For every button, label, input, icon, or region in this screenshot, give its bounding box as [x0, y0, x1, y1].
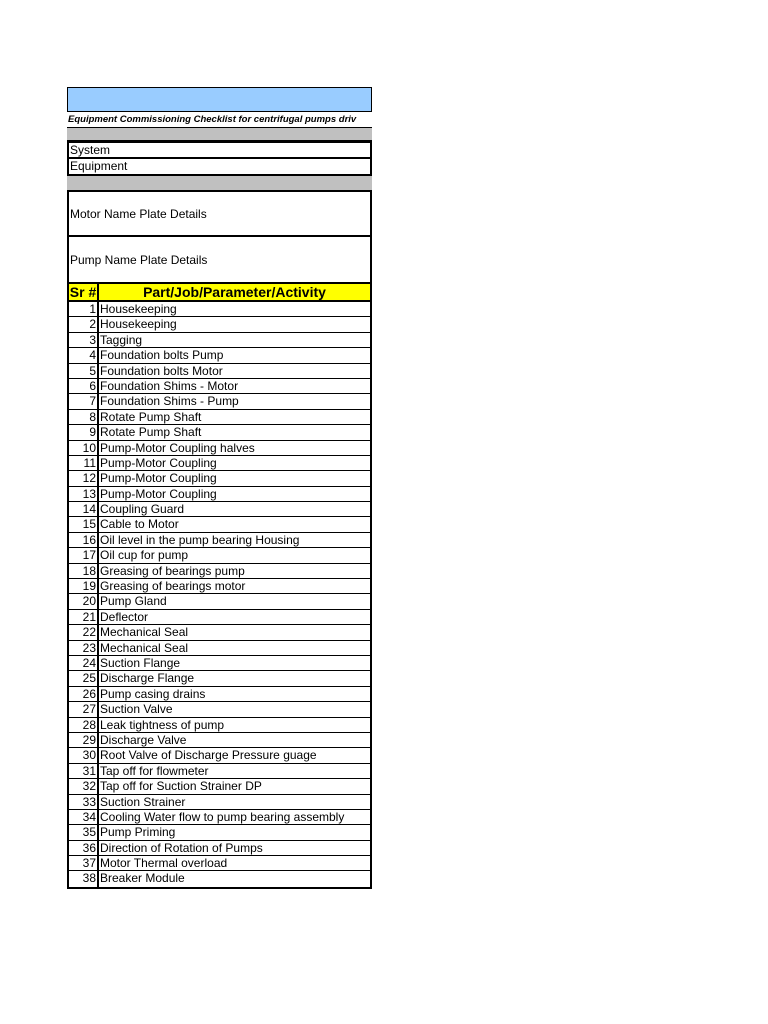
table-row[interactable]	[69, 748, 370, 763]
table-row[interactable]	[69, 379, 370, 394]
table-row[interactable]	[69, 487, 370, 502]
row-activity: Housekeeping	[100, 317, 177, 332]
table-row[interactable]	[69, 548, 370, 563]
table-row[interactable]	[69, 302, 370, 317]
equipment-field[interactable]: Equipment	[67, 159, 372, 176]
row-activity: Housekeeping	[100, 302, 177, 316]
row-activity: Foundation Shims - Pump	[100, 394, 239, 409]
checklist-subtitle: Equipment Commissioning Checklist for centrifugal pumps driv	[68, 114, 357, 125]
table-header	[67, 282, 372, 302]
table-row[interactable]	[69, 841, 370, 856]
section-band	[67, 127, 372, 141]
row-activity: Foundation bolts Pump	[100, 348, 224, 363]
row-activity: Pump-Motor Coupling	[100, 455, 217, 470]
table-row[interactable]	[69, 671, 370, 686]
row-number: 13	[69, 487, 99, 501]
title-band	[67, 87, 372, 112]
row-number: 27	[69, 702, 99, 716]
row-number: 3	[69, 333, 99, 347]
table-row[interactable]	[69, 441, 370, 456]
row-activity: Direction of Rotation of Pumps	[100, 840, 263, 855]
table-row[interactable]	[69, 779, 370, 794]
table-row[interactable]	[69, 625, 370, 640]
row-number: 38	[69, 871, 99, 886]
table-row[interactable]	[69, 564, 370, 579]
row-activity: Breaker Module	[100, 871, 185, 886]
row-activity: Leak tightness of pump	[100, 717, 225, 732]
row-number: 24	[69, 656, 99, 670]
row-number: 1	[69, 302, 99, 316]
row-number: 11	[69, 456, 99, 470]
row-activity: Pump Priming	[100, 825, 176, 840]
row-activity: Root Valve of Discharge Pressure guage	[100, 748, 317, 763]
row-activity: Suction Strainer	[100, 794, 186, 809]
table-row[interactable]	[69, 687, 370, 702]
row-number: 21	[69, 610, 99, 624]
row-number: 5	[69, 364, 99, 378]
row-activity: Oil cup for pump	[100, 548, 189, 563]
row-number: 26	[69, 687, 99, 701]
row-activity: Pump-Motor Coupling	[100, 486, 217, 501]
row-activity: Motor Thermal overload	[100, 856, 228, 871]
table-row[interactable]	[69, 348, 370, 363]
motor-name-plate-field[interactable]	[67, 190, 372, 237]
row-number: 7	[69, 394, 99, 408]
table-row[interactable]	[69, 795, 370, 810]
row-activity: Tap off for flowmeter	[100, 763, 209, 778]
table-row[interactable]	[69, 641, 370, 656]
row-number: 37	[69, 856, 99, 870]
row-activity: Deflector	[100, 609, 149, 624]
activity-header: Part/Job/Parameter/Activity	[143, 284, 326, 300]
row-number: 32	[69, 779, 99, 793]
table-row[interactable]	[69, 810, 370, 825]
row-number: 23	[69, 641, 99, 655]
table-row[interactable]	[69, 471, 370, 486]
motor-name-plate-label: Motor Name Plate Details	[70, 206, 207, 221]
row-number: 28	[69, 718, 99, 732]
row-number: 6	[69, 379, 99, 393]
table-row[interactable]	[69, 702, 370, 717]
table-row[interactable]	[69, 825, 370, 840]
row-activity: Suction Flange	[100, 655, 181, 670]
row-activity: Greasing of bearings pump	[100, 563, 245, 578]
table-row[interactable]	[69, 456, 370, 471]
table-row[interactable]	[69, 718, 370, 733]
row-number: 34	[69, 810, 99, 824]
row-number: 9	[69, 425, 99, 439]
row-activity: Pump-Motor Coupling	[100, 471, 217, 486]
row-number: 31	[69, 764, 99, 778]
table-row[interactable]	[69, 856, 370, 871]
checklist-sheet	[67, 87, 372, 889]
row-activity: Tagging	[100, 332, 143, 347]
row-number: 16	[69, 533, 99, 547]
row-activity: Rotate Pump Shaft	[100, 409, 202, 424]
table-row[interactable]	[69, 610, 370, 625]
table-row[interactable]	[69, 364, 370, 379]
row-activity: Pump casing drains	[100, 686, 206, 701]
row-number: 8	[69, 410, 99, 424]
table-row[interactable]	[69, 871, 370, 886]
table-row[interactable]	[69, 502, 370, 517]
row-activity: Cable to Motor	[100, 517, 179, 532]
table-row[interactable]	[69, 394, 370, 409]
table-row[interactable]	[69, 764, 370, 779]
table-row[interactable]	[69, 317, 370, 332]
row-number: 15	[69, 517, 99, 531]
row-number: 2	[69, 317, 99, 331]
row-activity: Coupling Guard	[100, 502, 185, 517]
row-number: 35	[69, 825, 99, 839]
row-activity: Foundation Shims - Motor	[100, 378, 239, 393]
row-number: 12	[69, 471, 99, 485]
table-row[interactable]	[69, 410, 370, 425]
row-activity: Greasing of bearings motor	[100, 579, 246, 594]
row-number: 4	[69, 348, 99, 362]
row-number: 30	[69, 748, 99, 762]
row-number: 18	[69, 564, 99, 578]
table-row[interactable]	[69, 517, 370, 532]
row-number: 22	[69, 625, 99, 639]
table-row[interactable]	[69, 656, 370, 671]
row-number: 20	[69, 594, 99, 608]
row-activity: Oil level in the pump bearing Housing	[100, 532, 300, 547]
row-activity: Mechanical Seal	[100, 640, 189, 655]
table-row[interactable]	[69, 579, 370, 594]
row-activity: Suction Valve	[100, 702, 173, 717]
pump-name-plate-label: Pump Name Plate Details	[70, 252, 208, 267]
row-number: 17	[69, 548, 99, 562]
row-activity: Pump-Motor Coupling halves	[100, 440, 255, 455]
table-row[interactable]	[69, 594, 370, 609]
row-activity: Tap off for Suction Strainer DP	[100, 779, 262, 794]
row-number: 29	[69, 733, 99, 747]
row-number: 36	[69, 841, 99, 855]
row-number: 14	[69, 502, 99, 516]
row-activity: Cooling Water flow to pump bearing assembly	[100, 809, 345, 824]
row-activity: Pump Gland	[100, 594, 167, 609]
sr-number-header: Sr #	[69, 284, 99, 300]
row-number: 33	[69, 795, 99, 809]
pump-name-plate-field[interactable]	[67, 237, 372, 282]
system-field[interactable]: System	[67, 141, 372, 159]
table-row[interactable]	[69, 733, 370, 748]
row-number: 19	[69, 579, 99, 593]
row-activity: Discharge Flange	[100, 671, 195, 686]
row-activity: Rotate Pump Shaft	[100, 425, 202, 440]
checklist-rows	[67, 302, 372, 889]
section-band-2	[67, 176, 372, 190]
table-row[interactable]	[69, 333, 370, 348]
row-activity: Mechanical Seal	[100, 625, 189, 640]
row-activity: Discharge Valve	[100, 732, 187, 747]
row-number: 10	[69, 441, 99, 455]
table-row[interactable]	[69, 425, 370, 440]
row-number: 25	[69, 671, 99, 685]
row-activity: Foundation bolts Motor	[100, 363, 223, 378]
table-row[interactable]	[69, 533, 370, 548]
